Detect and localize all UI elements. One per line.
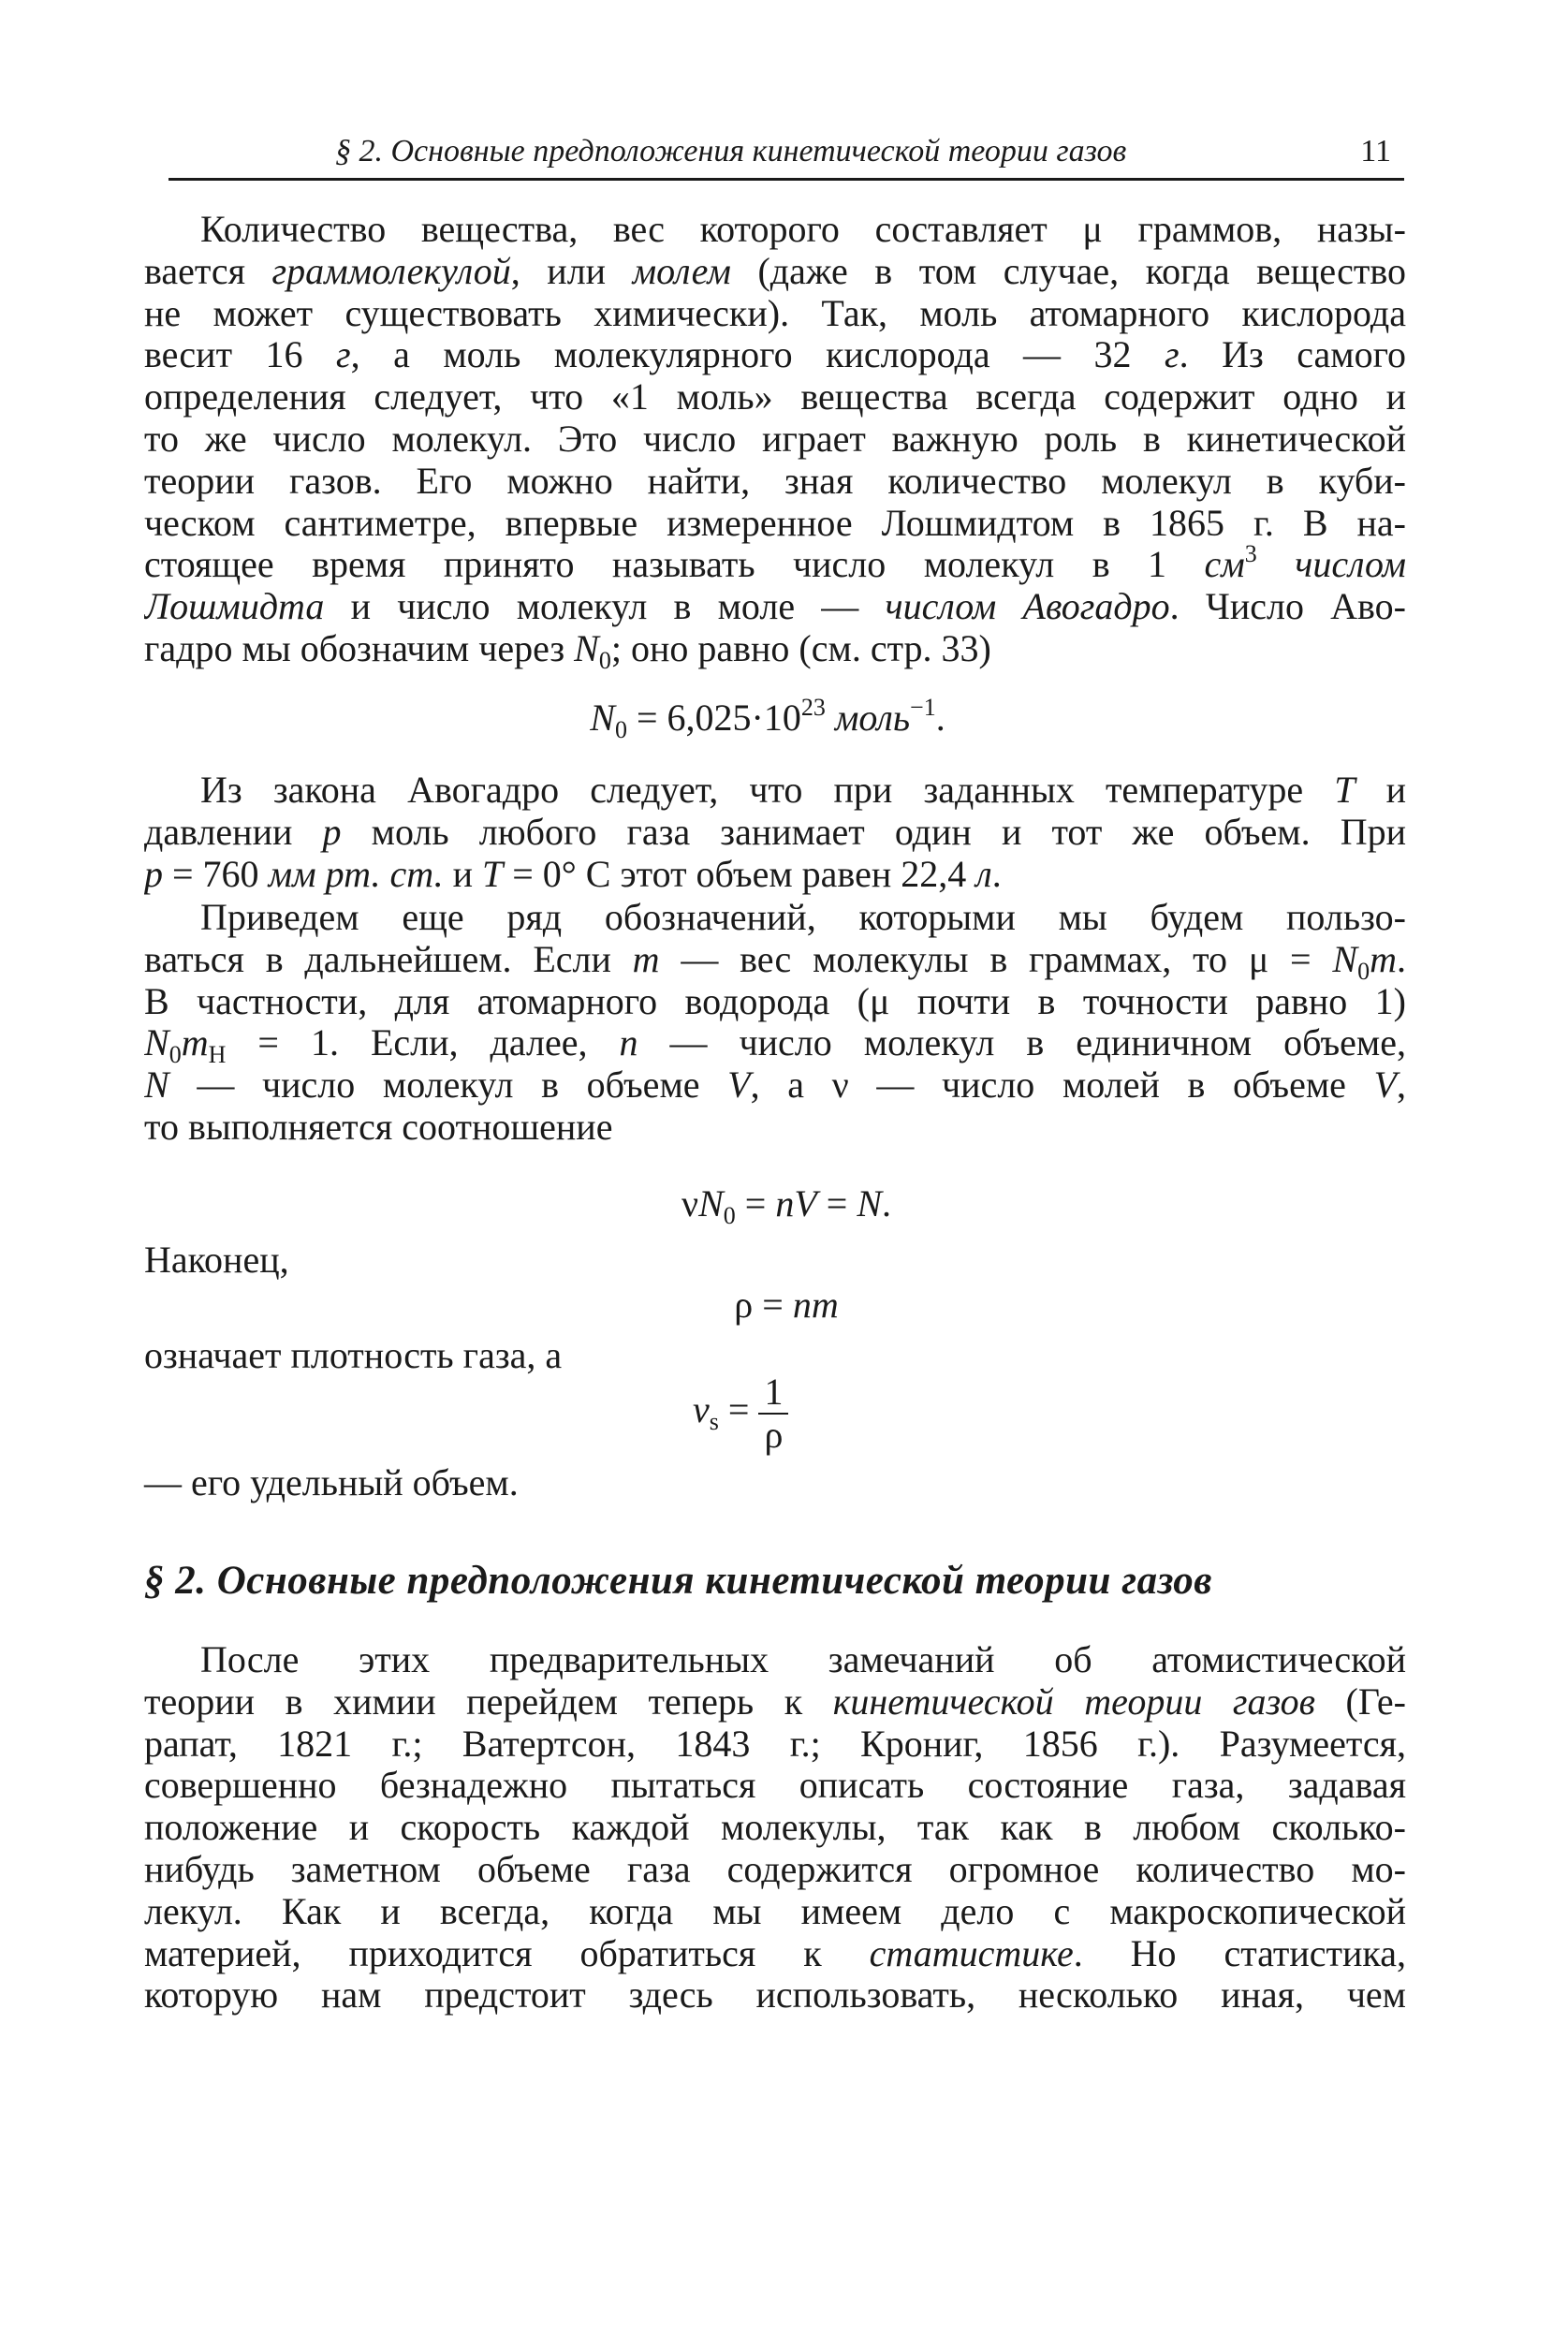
specific-volume-var: v — [693, 1388, 710, 1431]
fraction — [758, 1371, 788, 1456]
text-run: стоящее время принято называть число молекул в 1 — [144, 544, 1205, 586]
text-line — [144, 334, 1406, 376]
italic-run: m — [632, 938, 660, 980]
text-run: весит 16 — [144, 334, 337, 376]
text-line — [144, 1807, 1406, 1849]
paragraph-kinetic-theory — [144, 1639, 1406, 2017]
text-line — [144, 418, 1406, 461]
italic-run: числом — [1295, 544, 1406, 586]
paragraph-notation — [144, 897, 1406, 1149]
text-run: . — [935, 697, 945, 739]
text-run: = 6,025·10 — [626, 697, 801, 739]
subscript: 0 — [169, 1041, 182, 1065]
text-run: В частности, для атомарного водорода (μ почти в точности равно 1) — [144, 980, 1406, 1022]
paragraph-avogadro-law — [144, 770, 1406, 895]
italic-run: статистике — [869, 1932, 1074, 1974]
text-line — [144, 854, 1406, 896]
italic-run: V — [727, 1064, 751, 1107]
italic-run: nm — [792, 1283, 839, 1326]
subscript: 0 — [723, 1202, 736, 1229]
specific-volume-label: — его удельный объем. — [144, 1461, 519, 1503]
text-run: = — [735, 1182, 776, 1225]
text-run: — число молекул в объеме — [169, 1064, 728, 1107]
italic-run: m — [181, 1022, 209, 1064]
subscript: 0 — [614, 716, 627, 743]
text-run: гадро мы обозначим через — [144, 627, 575, 669]
subscript: 0 — [598, 646, 611, 670]
text-run: совершенно безнадежно пытаться описать состояние газа, задавая — [144, 1765, 1406, 1807]
text-run: Приведем еще ряд обозначений, которыми мы будем пользо- — [200, 897, 1406, 938]
text-run: ческом сантиметре, впервые измеренное Лошмидтом в 1865 г. В на- — [144, 502, 1406, 544]
italic-run: Лошмидта — [144, 586, 325, 628]
text-line — [144, 544, 1406, 586]
text-line — [144, 293, 1406, 335]
italic-run: моль — [834, 697, 911, 739]
text-run: , или — [510, 250, 633, 292]
text-line — [144, 461, 1406, 503]
subscript: H — [208, 1041, 227, 1065]
text-run: Количество вещества, вес которого составляет μ граммов, назы- — [200, 209, 1406, 250]
italic-run: m — [1370, 938, 1397, 980]
text-run: . — [991, 853, 1002, 895]
text-run: и — [1355, 770, 1406, 811]
text-run: материей, приходится обратиться к — [144, 1932, 870, 1974]
text-run: и — [443, 853, 482, 895]
text-run: — вес молекулы в граммах, то μ = — [659, 938, 1333, 980]
text-line — [144, 939, 1406, 981]
text-run: то же число молекул. Это число играет важную роль в кинетической — [144, 418, 1406, 460]
italic-run: мм рт. ст. — [268, 853, 444, 895]
text-run — [826, 697, 835, 739]
italic-run: кинетической теории газов — [832, 1680, 1315, 1723]
italic-run: N — [144, 1022, 169, 1064]
text-run: то выполняется соотношение — [144, 1106, 613, 1148]
italic-run: см — [1204, 544, 1245, 586]
italic-run: N — [698, 1182, 724, 1225]
italic-run: N — [1332, 938, 1358, 980]
text-line — [144, 981, 1406, 1023]
paragraph-mole-definition — [144, 209, 1406, 670]
text-run: ρ = — [734, 1283, 793, 1326]
section-heading: § 2. Основные предположения кинетической теории газов — [144, 1559, 1212, 1603]
italic-run: V — [794, 1182, 817, 1225]
text-run: . — [882, 1182, 892, 1225]
text-run: не может существовать химически). Так, моль атомарного кислорода — [144, 292, 1406, 334]
density-label: означает плотность газа, а — [144, 1334, 563, 1376]
italic-run: граммолекулой — [271, 250, 511, 292]
text-line — [144, 1765, 1406, 1807]
text-run: После этих предварительных замечаний об атомистической — [200, 1639, 1406, 1680]
text-line — [144, 628, 1406, 670]
italic-run: n — [619, 1022, 638, 1064]
text-run: = 760 — [163, 853, 269, 895]
text-line — [144, 251, 1406, 293]
text-run: (даже в том случае, когда вещество — [730, 250, 1406, 292]
finally-label: Наконец, — [144, 1239, 289, 1281]
text-run: . Число Аво- — [1169, 586, 1406, 628]
specific-volume-subscript: s — [709, 1408, 719, 1436]
text-line — [144, 1022, 1406, 1064]
subscript: 0 — [1357, 957, 1370, 981]
text-run: ; оно равно (см. стр. 33) — [610, 627, 991, 669]
text-run: ваться в дальнейшем. Если — [144, 938, 633, 980]
text-line — [144, 812, 1406, 854]
italic-run: p — [144, 853, 163, 895]
italic-run: n — [775, 1182, 795, 1225]
formula-specific-volume — [693, 1371, 880, 1456]
text-run: Из закона Авогадро следует, что при заданных температуре — [200, 770, 1335, 811]
text-run: лекул. Как и всегда, когда мы имеем дело с макроскопической — [144, 1890, 1406, 1932]
text-run: = — [816, 1182, 857, 1225]
italic-run: л — [975, 853, 992, 895]
text-run: давлении — [144, 811, 323, 853]
text-line — [144, 1681, 1406, 1723]
italic-run: N — [590, 697, 615, 739]
text-run: положение и скорость каждой молекулы, так как в любом сколько- — [144, 1807, 1406, 1849]
text-run: нибудь заметном объеме газа содержится огромное количество мо- — [144, 1848, 1406, 1890]
equals-sign: = — [718, 1388, 759, 1431]
text-run: . — [1397, 938, 1406, 980]
text-line — [144, 897, 1406, 939]
text-line — [144, 1064, 1406, 1107]
text-run: , а ν — число молей в объеме — [750, 1064, 1374, 1107]
text-line — [144, 770, 1406, 812]
superscript: −1 — [910, 694, 936, 721]
italic-run: T — [1334, 770, 1356, 811]
running-title: § 2. Основные предположения кинетической теории газов — [335, 134, 1127, 169]
text-run: которую нам предстоит здесь использовать, несколько иная, чем — [144, 1974, 1406, 2017]
italic-run: p — [322, 811, 342, 853]
text-line — [144, 1891, 1406, 1933]
italic-run: молем — [632, 250, 731, 292]
text-run: ν — [681, 1182, 699, 1225]
text-run: рапат, 1821 г.; Ватертсон, 1843 г.; Крониг, 1856 г.). Разумеется, — [144, 1723, 1406, 1765]
text-run: (Ге- — [1314, 1680, 1406, 1723]
fraction-numerator: 1 — [758, 1371, 788, 1415]
italic-run: числом Авогадро — [885, 586, 1170, 628]
italic-run: V — [1373, 1064, 1398, 1107]
text-run: моль любого газа занимает один и тот же объем. При — [341, 811, 1406, 853]
text-run: и число молекул в моле — — [324, 586, 886, 628]
text-run — [1257, 544, 1295, 585]
text-run: . Но статистика, — [1073, 1932, 1406, 1974]
text-line — [144, 1974, 1406, 2017]
formula-avogadro-number — [468, 694, 1067, 743]
text-line — [144, 1933, 1406, 1975]
italic-run: N — [857, 1182, 883, 1225]
text-run: теории в химии перейдем теперь к — [144, 1680, 833, 1723]
text-run: определения следует, что «1 моль» вещества всегда содержит одно и — [144, 376, 1406, 418]
text-line — [144, 1723, 1406, 1766]
text-run: . Из самого — [1179, 334, 1406, 376]
superscript: 3 — [1244, 544, 1257, 568]
superscript: 23 — [800, 694, 826, 721]
text-line — [144, 503, 1406, 545]
text-line — [144, 1849, 1406, 1891]
running-header — [169, 131, 1404, 181]
text-run: = 1. Если, далее, — [226, 1022, 620, 1064]
text-line — [144, 209, 1406, 251]
formula-density — [599, 1283, 974, 1327]
text-line — [144, 1107, 1406, 1149]
italic-run: N — [574, 627, 599, 669]
text-line — [144, 1639, 1406, 1681]
text-run: вается — [144, 250, 272, 292]
text-run: — число молекул в единичном объеме, — [637, 1022, 1406, 1064]
formula-mole-relation — [524, 1181, 1048, 1229]
fraction-denominator: ρ — [764, 1414, 784, 1456]
text-line — [144, 376, 1406, 418]
italic-run: T — [482, 853, 504, 895]
text-run: теории газов. Его можно найти, зная количество молекул в куби- — [144, 460, 1406, 502]
page-number: 11 — [1360, 134, 1391, 169]
text-run: = 0° С этот объем равен 22,4 — [503, 853, 976, 895]
text-line — [144, 586, 1406, 628]
text-run: , а моль молекулярного кислорода — 32 — [350, 334, 1165, 376]
italic-run: г — [336, 334, 351, 376]
text-run: , — [1397, 1064, 1406, 1107]
italic-run: N — [144, 1064, 169, 1107]
italic-run: г — [1165, 334, 1180, 376]
